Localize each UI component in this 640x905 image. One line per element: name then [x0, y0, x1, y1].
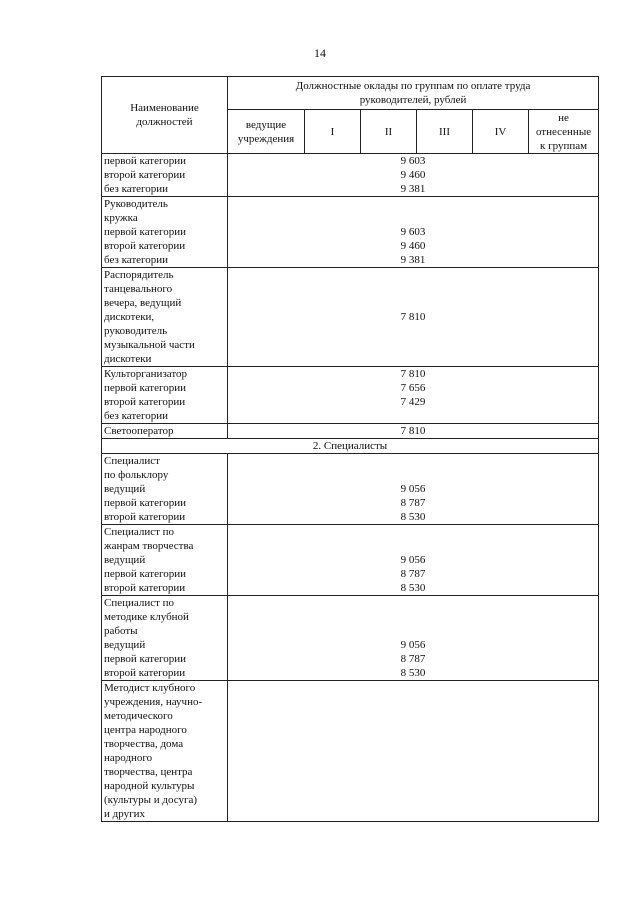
position-name-line: творчества, центра — [104, 766, 193, 778]
salary-value-cell — [228, 454, 599, 525]
header-lead-line: ведущие — [245, 118, 287, 131]
salary-value — [230, 197, 596, 211]
position-name-line: первой категории — [104, 568, 187, 580]
salary-value-cell — [228, 596, 599, 681]
header-lead-line: учреждения — [237, 132, 295, 145]
salary-value — [230, 624, 596, 638]
salary-value: 9 056 — [400, 483, 426, 495]
position-name-line: первой категории — [104, 226, 187, 238]
position-name-line: жанрам творчества — [104, 540, 194, 552]
table-row — [102, 197, 599, 268]
salary-value: 8 787 — [400, 568, 426, 580]
position-name-line: центра народного — [104, 724, 187, 736]
position-name-line: второй категории — [104, 169, 186, 181]
header-group-3: III — [417, 110, 473, 154]
header-unassigned-line: к группам — [539, 139, 588, 152]
position-name-line: народной культуры — [104, 780, 195, 792]
position-name-line: методике клубной — [104, 611, 189, 623]
position-name-line: дискотеки — [104, 353, 152, 365]
position-name-cell — [102, 681, 228, 822]
header-position-name-line: должностей — [136, 116, 193, 128]
position-name-line: по фольклору — [104, 469, 169, 481]
table-body-specialists — [102, 454, 599, 822]
position-name-line: творчества, дома — [104, 738, 184, 750]
position-name-line: первой категории — [104, 653, 187, 665]
salary-value: 9 381 — [400, 183, 426, 195]
position-name-cell — [102, 525, 228, 596]
position-name-line: Распорядитель — [104, 269, 174, 281]
table-row — [102, 525, 599, 596]
table-row — [102, 268, 599, 367]
salary-value: 7 656 — [400, 382, 426, 394]
salary-value — [230, 539, 596, 553]
position-name-line: кружка — [104, 212, 138, 224]
position-name-cell — [102, 197, 228, 268]
salary-table — [101, 76, 599, 822]
salary-value — [230, 596, 596, 610]
position-name-line: народного — [104, 752, 153, 764]
salary-value-cell — [228, 154, 599, 197]
header-group-2: II — [361, 110, 417, 154]
header-salary-group-line: руководителей, рублей — [359, 94, 467, 106]
position-name-line: учреждения, научно- — [104, 696, 203, 708]
position-name-cell — [102, 268, 228, 367]
table-row — [102, 596, 599, 681]
position-name-line: второй категории — [104, 582, 186, 594]
header-salary-group-line: Должностные оклады по группам по оплате труда — [295, 80, 531, 92]
header-unassigned-line: не — [558, 111, 569, 124]
salary-value: 7 810 — [400, 425, 426, 437]
salary-value: 9 381 — [400, 254, 426, 266]
position-name-line: второй категории — [104, 396, 186, 408]
position-name-line: (культуры и досуга) — [104, 794, 198, 806]
header-salary-group — [228, 77, 599, 110]
salary-value — [230, 610, 596, 624]
salary-value: 9 603 — [400, 155, 426, 167]
salary-value: 8 530 — [400, 582, 426, 594]
salary-value: 8 787 — [400, 653, 426, 665]
table-row — [102, 454, 599, 525]
position-name-line: руководитель — [104, 325, 168, 337]
header-position-name — [102, 77, 228, 154]
salary-value: 9 056 — [400, 639, 426, 651]
position-name-line: ведущий — [104, 483, 146, 495]
position-name-cell — [102, 454, 228, 525]
position-name-line: Культорганизатор — [104, 368, 188, 380]
salary-value: 7 810 — [400, 368, 426, 380]
position-name-line: методического — [104, 710, 173, 722]
salary-value-cell — [228, 525, 599, 596]
position-name-cell — [102, 367, 228, 424]
salary-value: 7 429 — [400, 396, 426, 408]
position-name-line: первой категории — [104, 382, 187, 394]
table-row — [102, 681, 599, 822]
header-position-name-line: Наименование — [130, 102, 199, 114]
position-name-line: Руководитель — [104, 198, 168, 210]
position-name-line: без категории — [104, 254, 169, 266]
position-name-line: Методист клубного — [104, 682, 196, 694]
position-name-line: без категории — [104, 183, 169, 195]
header-group-4: IV — [473, 110, 529, 154]
position-name-line: второй категории — [104, 511, 186, 523]
position-name-line: первой категории — [104, 497, 187, 509]
position-name-line: Специалист — [104, 455, 160, 467]
position-name-line: ведущий — [104, 639, 146, 651]
position-name-line: и других — [104, 808, 145, 820]
header-lead-institutions — [228, 110, 305, 154]
table-row — [102, 424, 599, 439]
salary-value: 9 460 — [400, 240, 426, 252]
position-name-line: танцевального — [104, 283, 173, 295]
salary-value — [230, 454, 596, 468]
section-title: 2. Специалисты — [102, 439, 599, 454]
salary-value-cell — [228, 367, 599, 424]
table-row — [102, 367, 599, 424]
header-unassigned — [529, 110, 599, 154]
header-row-top — [102, 77, 599, 110]
position-name-line: первой категории — [104, 155, 187, 167]
position-name-cell — [102, 154, 228, 197]
position-name-line: дискотеки, — [104, 311, 155, 323]
table-body-managers — [102, 154, 599, 439]
position-name-cell — [102, 596, 228, 681]
section-row — [102, 439, 599, 454]
table-row — [102, 154, 599, 197]
position-name-line: Светооператор — [104, 425, 174, 437]
position-name-line: второй категории — [104, 240, 186, 252]
salary-value: 9 056 — [400, 554, 426, 566]
position-name-line: второй категории — [104, 667, 186, 679]
salary-value: 8 530 — [400, 667, 426, 679]
salary-value: 9 460 — [400, 169, 426, 181]
position-name-line: без категории — [104, 410, 169, 422]
position-name-line: Специалист по — [104, 526, 175, 538]
salary-value-cell — [228, 424, 599, 439]
salary-value-cell — [228, 197, 599, 268]
salary-value: 8 530 — [400, 511, 426, 523]
position-name-line: Специалист по — [104, 597, 175, 609]
salary-value: 8 787 — [400, 497, 426, 509]
salary-value — [230, 525, 596, 539]
header-unassigned-line: отнесенные — [535, 125, 592, 138]
salary-value: 7 810 — [400, 311, 426, 323]
salary-value — [230, 468, 596, 482]
salary-value-cell — [228, 268, 599, 367]
position-name-line: вечера, ведущий — [104, 297, 182, 309]
salary-value: 9 603 — [400, 226, 426, 238]
position-name-cell — [102, 424, 228, 439]
position-name-line: музыкальной части — [104, 339, 195, 351]
position-name-line: ведущий — [104, 554, 146, 566]
salary-value — [230, 211, 596, 225]
page-number: 14 — [314, 46, 326, 60]
position-name-line: работы — [104, 625, 138, 637]
salary-value-cell — [228, 681, 599, 822]
header-group-1: I — [305, 110, 361, 154]
